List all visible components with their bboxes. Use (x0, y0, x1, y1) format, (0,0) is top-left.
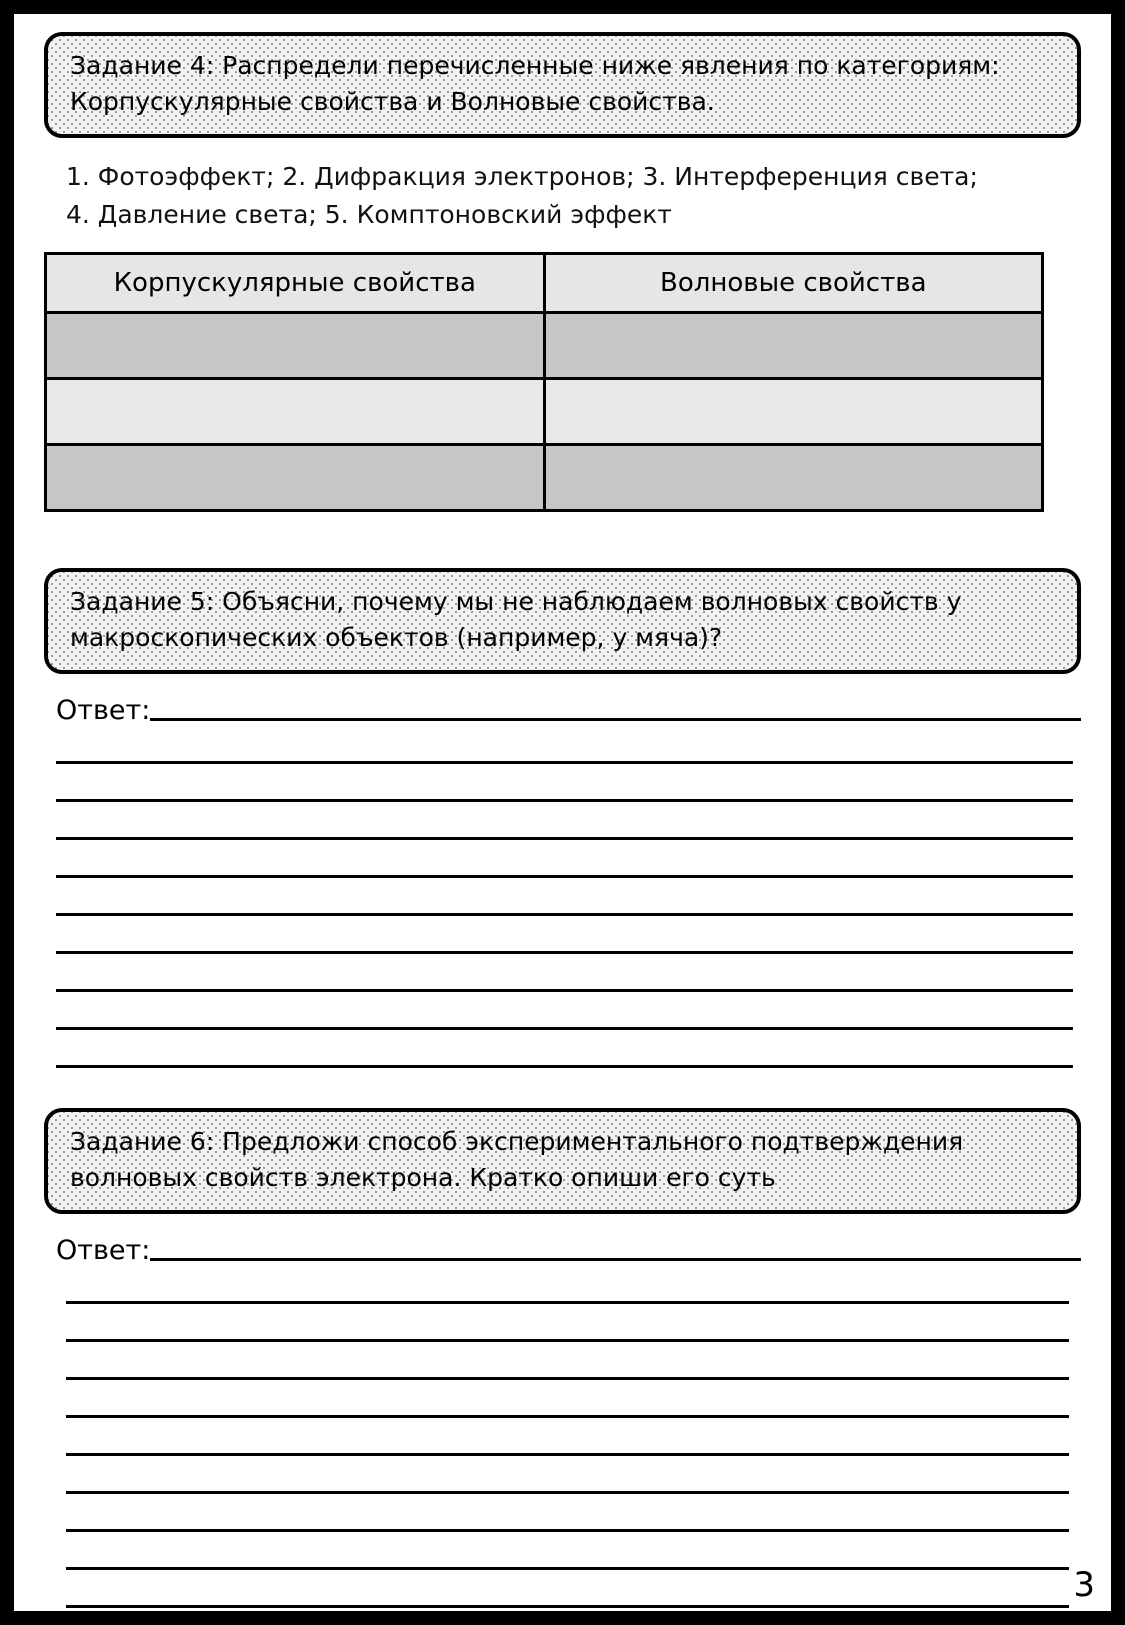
answer-rule[interactable] (66, 1456, 1069, 1494)
task-6-heading-line-1: Задание 6: Предложи способ экспериментального подтверждения (70, 1127, 964, 1156)
worksheet-page (14, 14, 1111, 1611)
task-6-answer-area[interactable] (44, 1236, 1081, 1608)
answer-rule[interactable] (66, 1342, 1069, 1380)
table-header-corpuscular: Корпускулярные свойства (46, 254, 545, 313)
task-4-heading-box (44, 32, 1081, 138)
answer-rule[interactable] (66, 1304, 1069, 1342)
table-row[interactable] (46, 445, 1043, 511)
task-6-heading-line-2: волновых свойств электрона. Кратко опиши его суть (70, 1163, 776, 1192)
page-number: 3 (1073, 1565, 1095, 1605)
answer-rule[interactable] (66, 1266, 1069, 1304)
task-5-answer-area[interactable] (44, 696, 1081, 1068)
task-4-items (44, 158, 1081, 234)
answer-rule[interactable] (56, 764, 1073, 802)
answer-rule[interactable] (56, 954, 1073, 992)
table-row[interactable] (46, 313, 1043, 379)
task-6-answer-label: Ответ: (56, 1235, 151, 1266)
task-5-heading-line-1: Задание 5: Объясни, почему мы не наблюдаем волновых свойств у (70, 587, 962, 616)
answer-rule[interactable] (56, 878, 1073, 916)
answer-rule[interactable] (56, 802, 1073, 840)
answer-rule[interactable] (66, 1418, 1069, 1456)
task-6-answer-first-line[interactable] (44, 1236, 1081, 1266)
task-4-heading-line-2: Корпускулярные свойства и Волновые свойства. (70, 87, 715, 116)
answer-rule[interactable] (66, 1532, 1069, 1570)
table-cell-corpuscular[interactable] (46, 313, 545, 379)
answer-rule[interactable] (66, 1494, 1069, 1532)
task-5-answer-first-line[interactable] (44, 696, 1081, 726)
spacer (44, 512, 1081, 568)
spacer (44, 1068, 1081, 1108)
page-content (44, 32, 1081, 1608)
table-header-row (46, 254, 1043, 313)
table-cell-wave[interactable] (544, 379, 1043, 445)
table-header-wave: Волновые свойства (544, 254, 1043, 313)
task-5-heading-line-2: макроскопических объектов (например, у мяча)? (70, 623, 723, 652)
answer-rule[interactable] (150, 718, 1081, 721)
answer-rule[interactable] (56, 916, 1073, 954)
table-cell-wave[interactable] (544, 445, 1043, 511)
table-row[interactable] (46, 379, 1043, 445)
task-4-heading-line-1: Задание 4: Распредели перечисленные ниже явления по категориям: (70, 51, 1000, 80)
answer-rule[interactable] (56, 992, 1073, 1030)
answer-rule[interactable] (56, 840, 1073, 878)
table-cell-corpuscular[interactable] (46, 379, 545, 445)
answer-rule[interactable] (66, 1570, 1069, 1608)
answer-rule[interactable] (66, 1380, 1069, 1418)
categories-table (44, 252, 1044, 512)
task-5-answer-label: Ответ: (56, 695, 151, 726)
task-5-heading-box (44, 568, 1081, 674)
table-cell-corpuscular[interactable] (46, 445, 545, 511)
table-cell-wave[interactable] (544, 313, 1043, 379)
task-4-items-line-2: 4. Давление света; 5. Комптоновский эффект (66, 200, 672, 229)
task-6-heading-box (44, 1108, 1081, 1214)
task-4-items-line-1: 1. Фотоэффект; 2. Дифракция электронов; 3. Интерференция света; (66, 162, 978, 191)
answer-rule[interactable] (56, 1030, 1073, 1068)
answer-rule[interactable] (150, 1258, 1081, 1261)
answer-rule[interactable] (56, 726, 1073, 764)
